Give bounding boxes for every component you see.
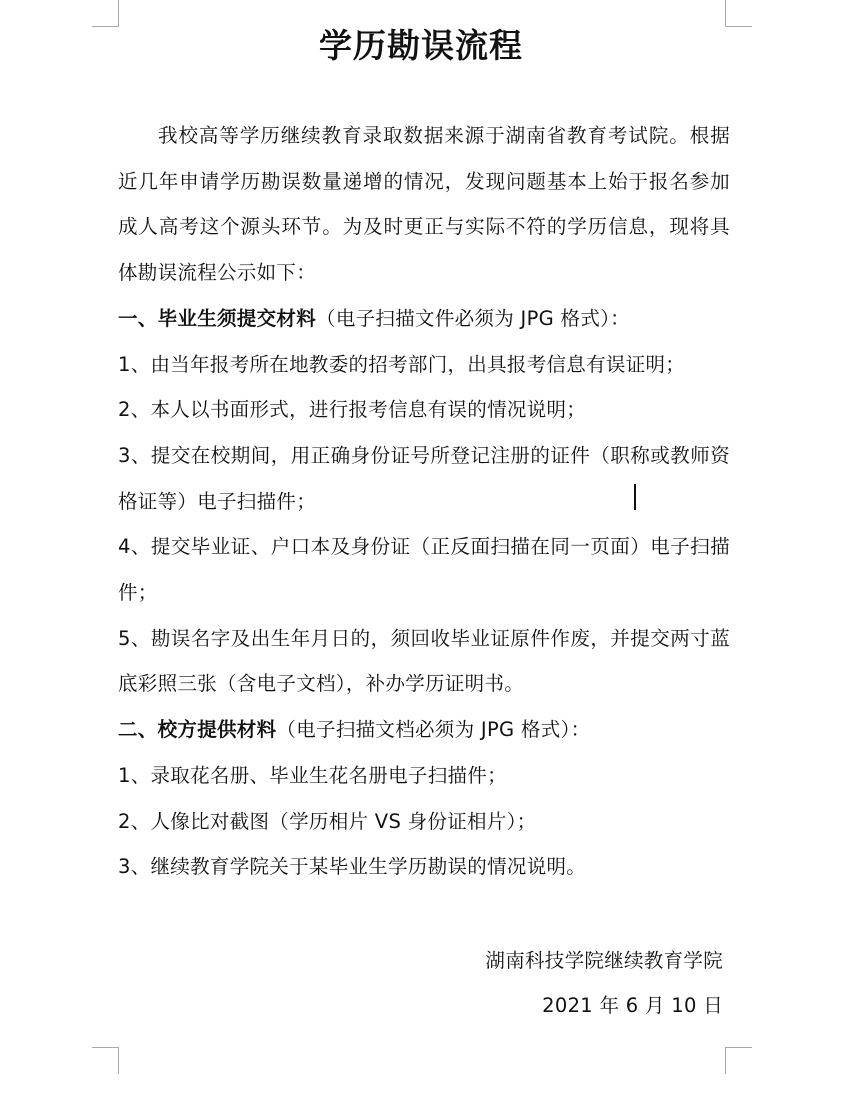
section2-item: 2、人像比对截图（学历相片 VS 身份证相片）； <box>118 809 537 833</box>
section1-heading-line <box>118 296 730 342</box>
section2-heading-line <box>118 707 730 753</box>
section1-item: 5、勘误名字及出生年月日的，须回收毕业证原件作废，并提交两寸蓝底彩照三张（含电子文档），补办学历证明书。 <box>118 626 730 696</box>
section2-note: （电子扫描文档必须为 JPG 格式）： <box>276 718 591 742</box>
signature-org: 湖南科技学院继续教育学院 <box>485 949 723 972</box>
signature-date: 2021 年 6 月 10 日 <box>542 994 723 1017</box>
intro-paragraph: 我校高等学历继续教育录取数据来源于湖南省教育考试院。根据近几年申请学历勘误数量递增的情况，发现问题基本上始于报名参加成人高考这个源头环节。为及时更正与实际不符的学历信息，现将具体勘误流程公示如下： <box>118 124 730 285</box>
section2-item: 3、继续教育学院关于某毕业生学历勘误的情况说明。 <box>118 855 587 879</box>
page-corner-mark-bottom-left <box>92 1047 119 1074</box>
section1-item: 1、由当年报考所在地教委的招考部门，出具报考信息有误证明； <box>118 352 686 376</box>
page-corner-mark-bottom-right <box>725 1047 752 1074</box>
section1-item: 4、提交毕业证、户口本及身份证（正反面扫描在同一页面）电子扫描件； <box>118 535 730 605</box>
document-body[interactable] <box>118 113 730 890</box>
section1-item: 2、本人以书面形式，进行报考信息有误的情况说明； <box>118 398 587 422</box>
section2-heading: 二、校方提供材料 <box>118 718 277 742</box>
document-title: 学历勘误流程 <box>319 26 523 65</box>
section1-note: （电子扫描文件必须为 JPG 格式）： <box>316 306 630 330</box>
section2-item: 1、录取花名册、毕业生花名册电子扫描件； <box>118 763 507 787</box>
section1-heading: 一、毕业生须提交材料 <box>118 306 317 330</box>
text-cursor <box>634 484 636 510</box>
section1-item: 3、提交在校期间，用正确身份证号所登记注册的证件（职称或教师资格证等）电子扫描件； <box>118 443 730 513</box>
